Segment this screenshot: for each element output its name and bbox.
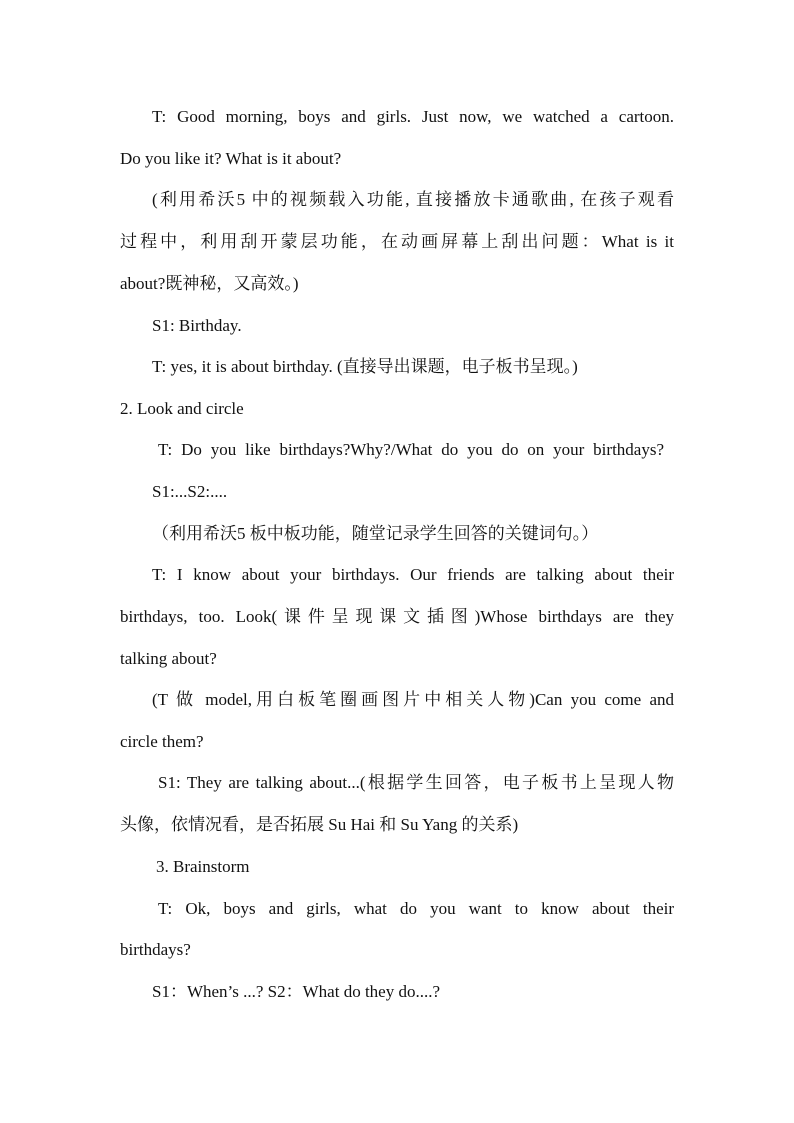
text-line: T: yes, it is about birthday. (直接导出课题，电子板书呈现。) [152, 357, 578, 376]
text-line: T: Do you like birthdays?Why?/What do you do on your birthdays? [158, 440, 664, 459]
section-heading: 3. Brainstorm [156, 857, 250, 876]
text-line: birthdays, too. Look(课件呈现课文插图)Whose birthdays are they [120, 607, 674, 626]
text-line: 过程中，利用刮开蒙层功能，在动画屏幕上刮出问题：What is it [120, 232, 674, 251]
text-line: (T 做 model,用白板笔圈画图片中相关人物)Can you come and [152, 690, 674, 709]
text-line: T: Good morning, boys and girls. Just now, we watched a cartoon. [152, 107, 674, 126]
text-line: S1：When’s ...? S2：What do they do....? [152, 982, 441, 1001]
text-line: 头像，依情况看，是否拓展 Su Hai 和 Su Yang 的关系) [120, 815, 519, 834]
text-line: T: I know about your birthdays. Our friends are talking about their [152, 565, 674, 584]
text-line: circle them? [120, 732, 204, 751]
text-line: about?既神秘，又高效。) [120, 274, 299, 293]
text-line: S1:...S2:.... [152, 482, 228, 501]
text-line: (利用希沃5 中的视频载入功能, 直接播放卡通歌曲, 在孩子观看 [152, 190, 674, 209]
text-line: Do you like it? What is it about? [120, 149, 342, 168]
text-line: S1: They are talking about...(根据学生回答，电子板书上呈现人物 [158, 773, 674, 792]
text-line: T: Ok, boys and girls, what do you want to know about their [158, 899, 674, 918]
text-line: birthdays? [120, 940, 191, 959]
text-line: talking about? [120, 649, 217, 668]
section-heading: 2. Look and circle [120, 399, 244, 418]
text-line: S1: Birthday. [152, 316, 242, 335]
text-line: （利用希沃5 板中板功能，随堂记录学生回答的关键词句。） [152, 524, 599, 543]
